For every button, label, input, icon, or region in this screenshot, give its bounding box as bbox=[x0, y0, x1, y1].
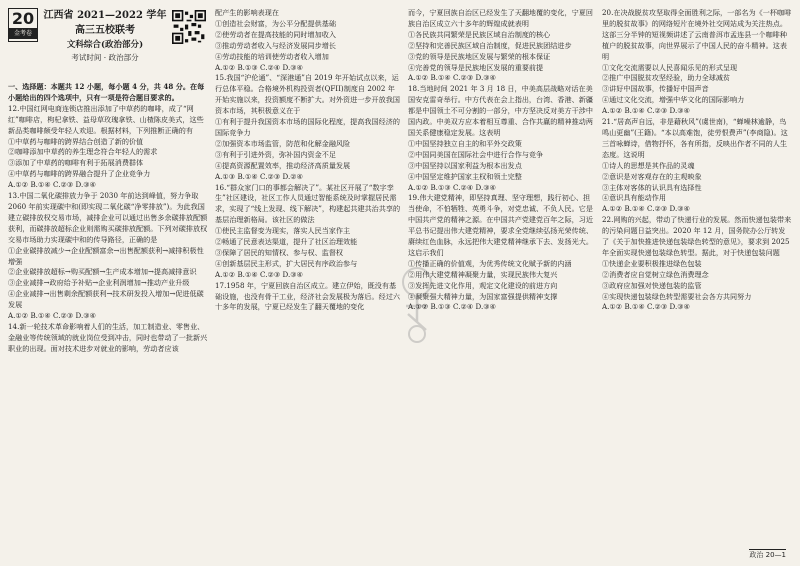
qr-code-icon bbox=[172, 10, 206, 44]
column-2 bbox=[215, 8, 401, 558]
exam-header bbox=[8, 8, 208, 80]
question-19-option: ①传播正确的价值观，为优秀传统文化赋予新的内涵 bbox=[408, 258, 572, 268]
question-16-option: ②畅通了民意表达渠道，提升了社区治理效能 bbox=[215, 237, 358, 247]
question-15-option: ④提高资源配置效率，推动经济高质量发展 bbox=[215, 160, 351, 170]
question-14-continued: 配产生的影响表现在 bbox=[215, 8, 280, 17]
question-16-option: ①使民主监督变为现实，落实人民当家作主 bbox=[215, 226, 351, 236]
question-17-answers: A.①② B.①④ C.②③ D.③④ bbox=[408, 73, 496, 83]
question-15-answers: A.①③ B.①④ C.②③ D.②④ bbox=[215, 171, 303, 181]
question-13-option: ③企业减排→政府给予补贴→企业利润增加→推动产业升级 bbox=[8, 278, 190, 288]
question-12-option: ①中草药与咖啡的跨界结合创造了新的价值 bbox=[8, 136, 144, 146]
question-13: 13.中国二氧化碳排放力争于 2030 年前达到峰值，努力争取 2060 年前实现碳中和(即实现二氧化碳“净零排放”)。为此我国建立碳排放权交易市场，减排企业可以通过出售多余碳排放配额获利，而碳排放超标企业则需购买碳排放配额。下列对碳排放权交易市场助力实现碳中和的传导路径，正确的是 bbox=[8, 191, 208, 244]
question-14-option: ③推动劳动者收入与经济发展同步增长 bbox=[215, 40, 336, 50]
question-17-option: ③党的领导是民族地区发展与繁荣的根本保证 bbox=[408, 51, 551, 61]
question-19-answers: A.①② B.①③ C.②④ D.③④ bbox=[408, 302, 496, 312]
question-21-option: ①诗人的思想是其作品的灵魂 bbox=[602, 160, 695, 170]
question-16-option: ④创新基层民主形式，扩大居民有序政治参与 bbox=[215, 258, 358, 268]
question-16-option: ③保障了居民的知情权、参与权、监督权 bbox=[215, 247, 344, 257]
question-20-option: ④通过文化交流，增强中华文化的国际影响力 bbox=[602, 95, 745, 105]
question-13-answers: A.①② B.①④ C.②③ D.③④ bbox=[8, 311, 96, 321]
question-12-option: ②咖啡添加中草药的养生理念符合年轻人的需求 bbox=[8, 147, 158, 157]
question-16: 16.“群众家门口的事都会解决了”。某社区开展了“数字孪生”社区建设，社区工作人员通过智能系统及时掌握居民需求，实现了“线上发现、线下解决”，构建起共建共治共享的基层治理新格局。该社区的做法 bbox=[215, 182, 401, 225]
question-18-option: ②中国同美国在国际社会中进行合作与竞争 bbox=[408, 149, 544, 159]
question-19: 19.伟大建党精神，即坚持真理、坚守理想，践行初心、担当使命，不怕牺牲、英勇斗争，对党忠诚、不负人民。它是中国共产党的精神之源。在中国共产党建党百年之际，习近平总书记提出伟大建党精神，要求全党继续弘扬光荣传统、赓续红色血脉，永远把伟大建党精神继承下去、发扬光大。这启示我们 bbox=[408, 193, 593, 257]
page-footer bbox=[749, 550, 786, 560]
question-15-option: ②加强资本市场监管，防范和化解金融风险 bbox=[215, 138, 351, 148]
paper-number: 20 bbox=[11, 9, 35, 28]
question-21: 21.“居高声自远，非是藉秋风”(虞世南)，“蝉噪林逾静，鸟鸣山更幽”(王籍)。“本以高难饱，徒劳恨费声”(李商隐)。这三首咏蝉诗，借物抒怀，各有所指，反映出作者不同的人生态度。这说明 bbox=[602, 117, 788, 159]
question-18-option: ①中国坚持独立自主的和平外交政策 bbox=[408, 138, 522, 148]
question-17-continued: 而今，宁夏回族自治区已经发生了天翻地覆的变化，宁夏回族自治区成立六十多年的辉煌成就表明 bbox=[408, 8, 593, 28]
question-20: 20.在决战脱贫攻坚取得全面胜利之际，一部名为《一杯咖啡里的脱贫故事》的网络短片在境外社交网站成为关注热点。这部三分半钟的短视频讲述了云南普洱市孟连县一个咖啡种植户的脱贫故事，向世界展示了中国人民的奋斗精神。这表明 bbox=[602, 8, 792, 61]
question-20-option: ③讲好中国故事，传播好中国声音 bbox=[602, 84, 709, 94]
question-19-option: ②用伟大建党精神凝聚力量，实现民族伟大复兴 bbox=[408, 269, 558, 279]
page-footer-label: 政治 20—1 bbox=[749, 551, 786, 559]
question-18-option: ③中国坚持以国家利益为根本出发点 bbox=[408, 160, 522, 170]
question-22-option: ①快递企业要积极推进绿色包装 bbox=[602, 258, 702, 268]
question-13-option: ①企业碳排放减少→企业配额富余→出售配额获利→减排积极性增强 bbox=[8, 245, 204, 266]
question-21-option: ②意识是对客观存在的主观映象 bbox=[602, 171, 702, 181]
question-21-option: ④意识具有能动作用 bbox=[602, 193, 667, 203]
question-15-option: ③有利于引进外资，弥补国内资金不足 bbox=[215, 149, 336, 159]
question-22-option: ②消费者应自觉树立绿色消费理念 bbox=[602, 269, 709, 279]
question-17-option: ④完善党的领导是民族地区发展的重要前提 bbox=[408, 62, 544, 72]
question-17: 17.1958 年，宁夏回族自治区成立。建立伊始，既没有基础设施，也没有骨干工业，经济社会发展极为落后。经过六十多年的发展，宁夏已经发生了翻天覆地的变化 bbox=[215, 280, 400, 312]
question-14-answers: A.①② B.①③ C.②④ D.③④ bbox=[215, 62, 303, 72]
question-17-option: ②坚持和完善民族区域自治制度，促进民族团结进步 bbox=[408, 40, 572, 50]
question-14-option: ④劳动技能的培训使劳动者收入增加 bbox=[215, 51, 329, 61]
question-14-option: ②使劳动者在提高技能的同时增加收入 bbox=[215, 29, 336, 39]
question-18-answers: A.①② B.①③ C.②④ D.③④ bbox=[408, 182, 496, 192]
question-17-option: ①各民族共同繁荣是民族区域自治制度的核心 bbox=[408, 29, 551, 39]
section-heading: 一、选择题：本题共 12 小题，每小题 4 分，共 48 分。在每小题给出的四个选项中，只有一项是符合题目要求的。 bbox=[8, 82, 205, 102]
question-12-answers: A.①② B.①④ C.②③ D.③④ bbox=[8, 180, 96, 190]
column-1 bbox=[8, 8, 208, 558]
question-12-option: ④中草药与咖啡的跨界融合提升了企业竞争力 bbox=[8, 169, 151, 179]
paper-number-badge bbox=[8, 8, 38, 42]
question-13-option: ②企业碳排放超标→购买配额→生产成本增加→提高减排意识 bbox=[8, 267, 197, 277]
exam-title bbox=[42, 8, 168, 63]
column-4 bbox=[602, 8, 792, 558]
question-18-option: ④中国坚定维护国家主权和领土完整 bbox=[408, 171, 522, 181]
question-15-option: ①有利于提升我国资本市场的国际化程度，提高我国经济的国际竞争力 bbox=[215, 117, 400, 137]
question-22: 22.网购的兴起，带动了快递行业的发展。然而快递包装带来的污染问题日益突出。2020 年 12 月，国务院办公厅转发了《关于加快推进快递包装绿色转型的意见》，要求到 2025 年全面实现快递包装绿色转型。据此，对于快递包装问题 bbox=[602, 215, 792, 257]
question-18: 18.当地时间 2021 年 3 月 18 日，中美高层战略对话在美国安克雷奇举行。中方代表在会上指出，台湾、香港、新疆都是中国领土不可分割的一部分，中方坚决反对美方干涉中国内政。中美双方应本着相互尊重、合作共赢的精神推动两国关系健康稳定发展。这表明 bbox=[408, 84, 593, 137]
question-20-option: ②推广中国脱贫攻坚经验，助力全球减贫 bbox=[602, 73, 731, 83]
question-14-option: ①创造社会财富，为公平分配提供基础 bbox=[215, 18, 336, 28]
question-20-option: ①文化交流需要以人民喜闻乐见的形式呈现 bbox=[602, 62, 738, 72]
question-21-answers: A.①② B.①④ C.②③ D.③④ bbox=[602, 204, 690, 214]
exam-title-line4: 考试时间 · 政治部分 bbox=[71, 53, 139, 62]
exam-title-line3: 文科综合(政治部分) bbox=[66, 40, 144, 50]
question-14: 14.新一轮技术革命影响着人们的生活，加工制造业、零售业、金融业等传统领域的就业岗位受到冲击，同时也带动了一批新兴职业的出现。面对技术进步对就业的影响，劳动者应该 bbox=[8, 321, 208, 353]
question-15: 15.我国“沪伦通”、“深港通”自 2019 年开始试点以来，运行总体平稳。合格境外机构投资者(QFII)制度自 2002 年开始实施以来，投资额度不断扩大。对外资进一步开放我国资本市场，其积极意义在于 bbox=[215, 73, 400, 116]
question-19-option: ③发挥先进文化作用，观定文化建设的前进方向 bbox=[408, 280, 558, 290]
exam-title-line2: 高三五校联考 bbox=[74, 25, 136, 36]
question-12: 12.中国红网电商连锁店推出添加了中草药的咖啡，成了“网红”咖啡店，枸杞拿铁、益母草玫瑰拿铁、山楂陈皮美式，这些新品类咖啡颇受年轻人欢迎。根据材料，下列推断正确的有 bbox=[8, 103, 204, 135]
question-22-answers: A.①② B.①④ C.②③ D.③④ bbox=[602, 302, 690, 312]
question-12-option: ③添加了中草药的咖啡有利于拓展消费群体 bbox=[8, 158, 144, 168]
question-22-option: ④实现快递包装绿色转型需要社会各方共同努力 bbox=[602, 291, 752, 301]
question-20-answers: A.①② B.①④ C.②③ D.③④ bbox=[602, 106, 690, 116]
exam-title-line1: 江西省 2021—2022 学年 bbox=[43, 10, 167, 21]
question-22-option: ③政府应加强对快递包装的监管 bbox=[602, 280, 702, 290]
question-13-option: ④企业减排→出售剩余配额获利→技术研发投入增加→促进低碳发展 bbox=[8, 289, 204, 310]
question-21-option: ③主体对客体的认识具有选择性 bbox=[602, 182, 702, 192]
paper-series-label: 金考卷 bbox=[9, 28, 37, 39]
question-16-answers: A.①② B.①④ C.②③ D.③④ bbox=[215, 269, 303, 279]
column-3 bbox=[408, 8, 594, 558]
question-19-option: ④凝聚强大精神力量，为国家富强提供精神支撑 bbox=[408, 291, 558, 301]
